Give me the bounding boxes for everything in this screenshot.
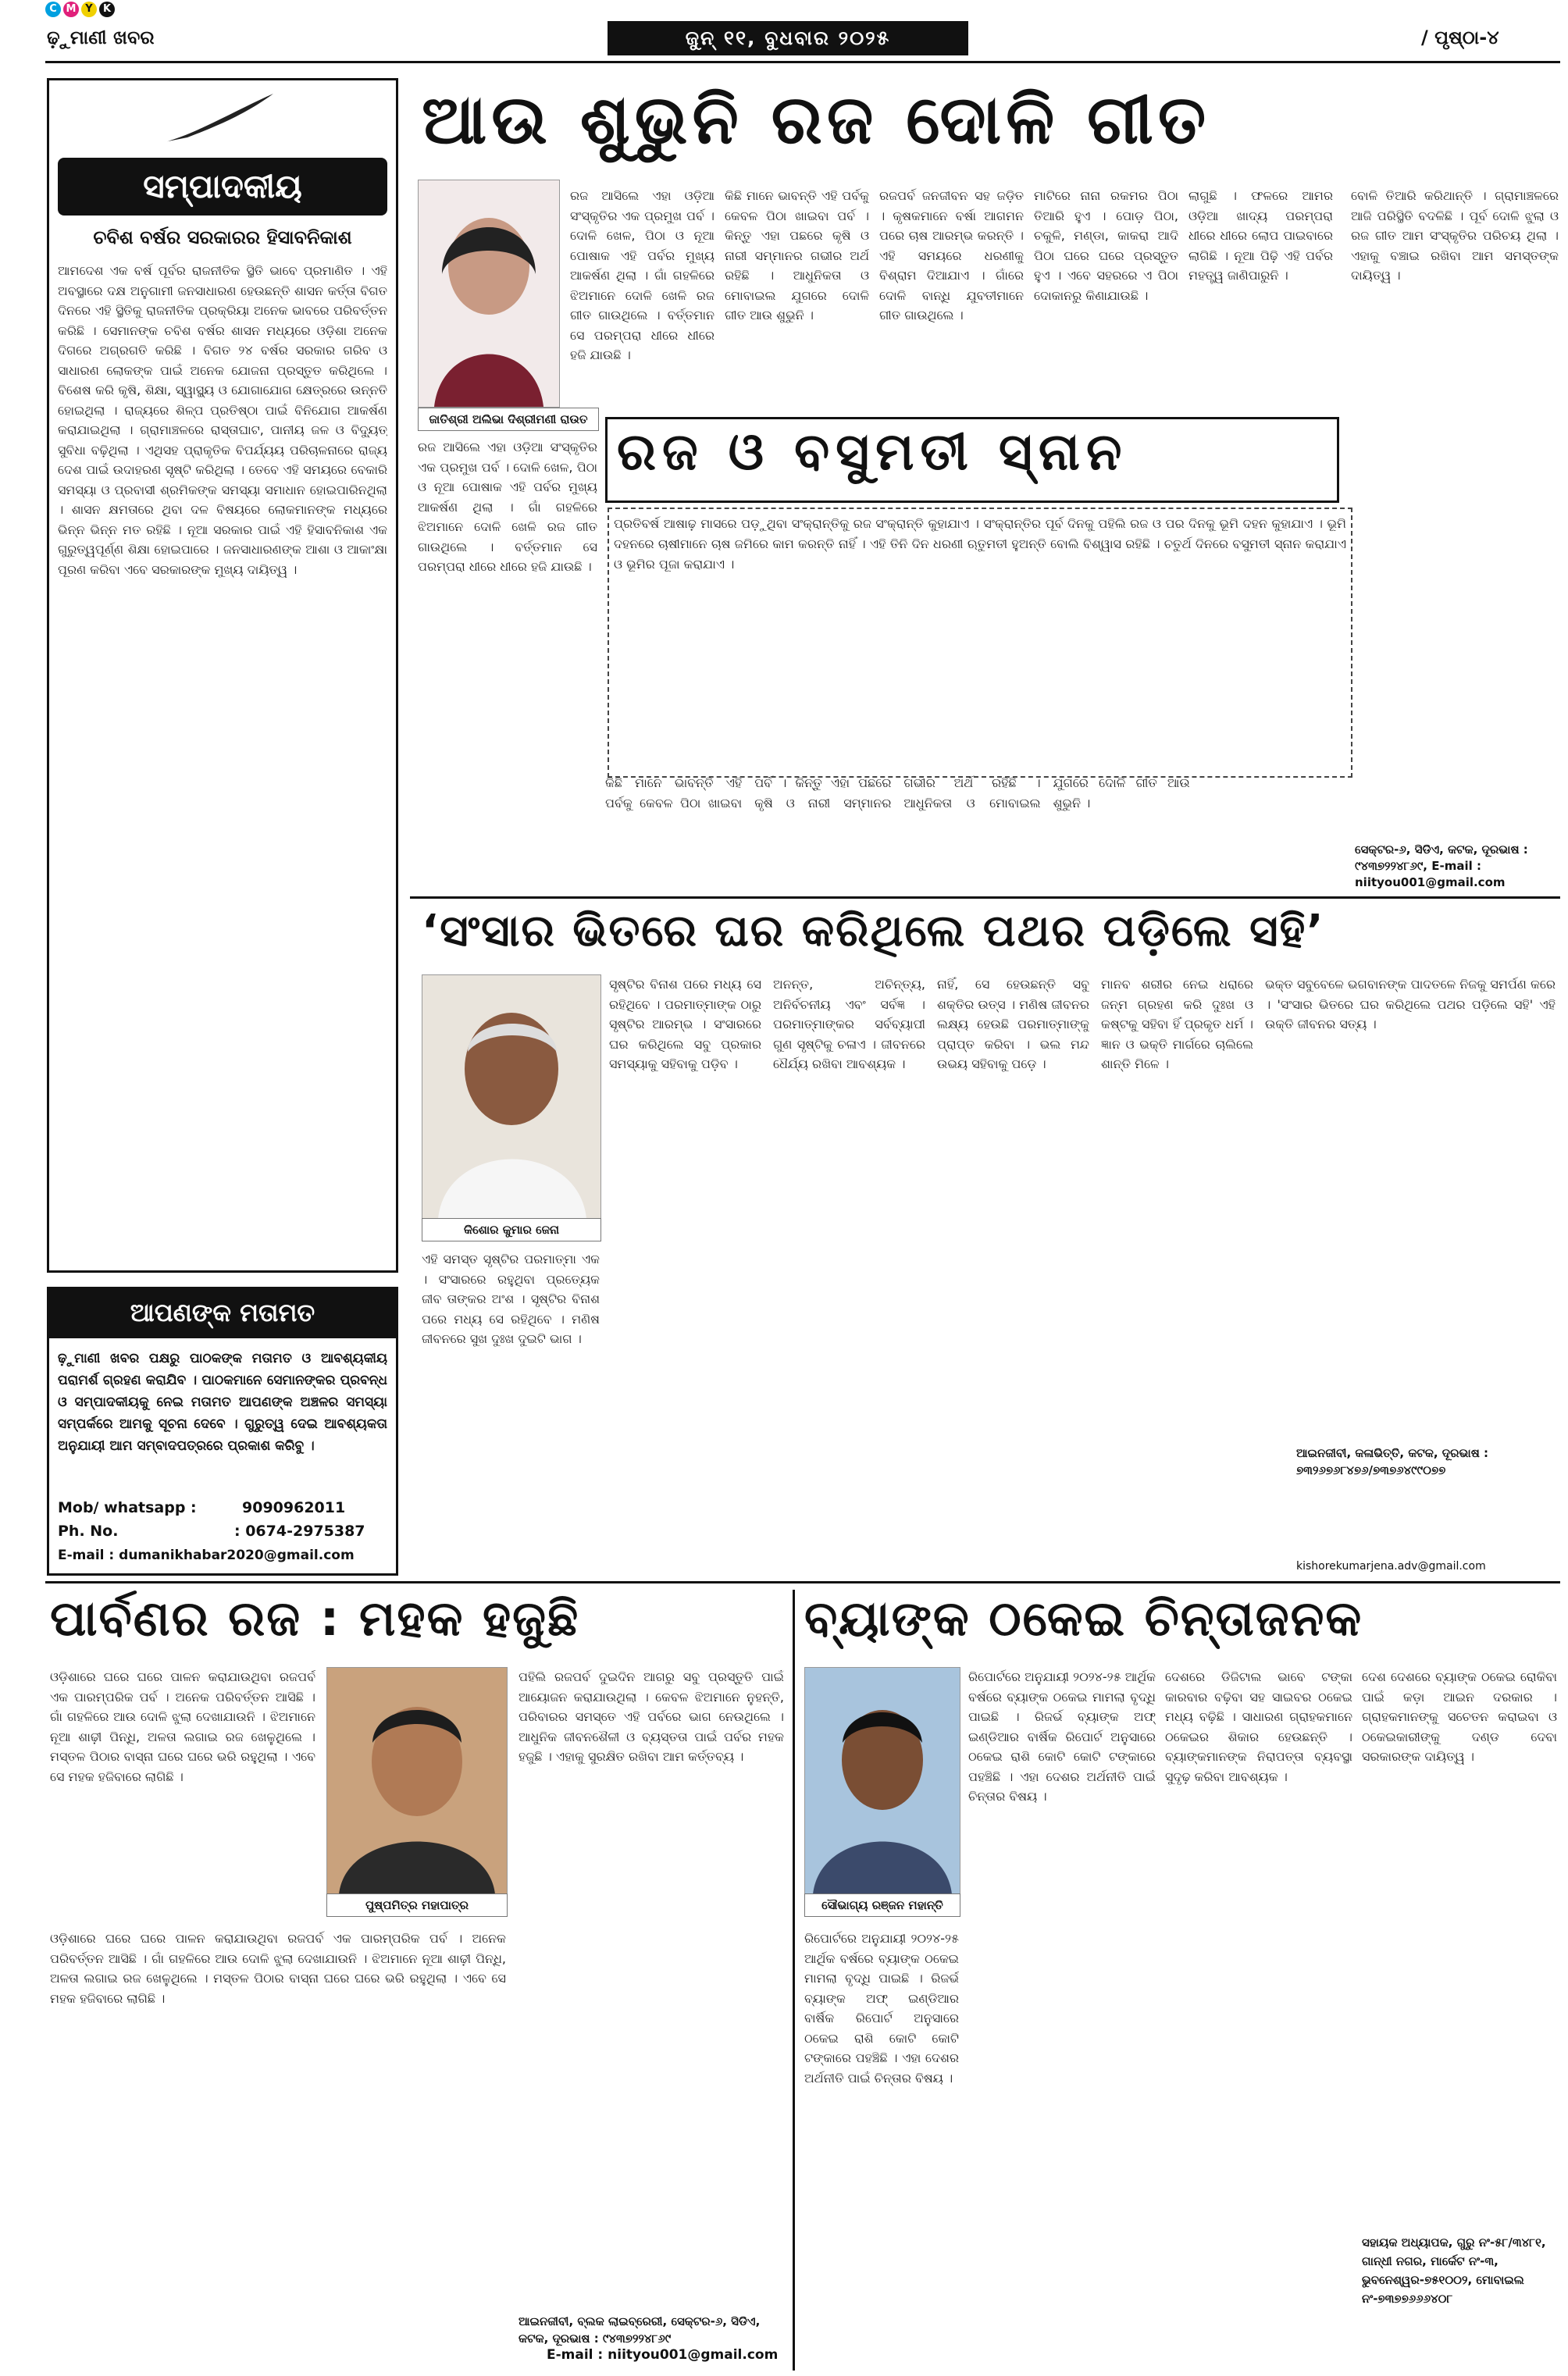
article2-col5: ମାନବ ଶରୀର ନେଇ ଧରାରେ ଜନ୍ମ ଗ୍ରହଣ କରି ଦୁଃଖ ଓ କଷ୍ଟକୁ ସହିବା ହିଁ ପ୍ରକୃତ ଧର୍ମ । ଜ୍ଞାନ ଓ ଭକ୍ତି ମାର୍ଗରେ ଚାଲିଲେ ଶାନ୍ତି ମିଳେ ।: [1101, 977, 1253, 1071]
article1-boxed-headline: ରଜ ଓ ବସୁମତୀ ସ୍ନାନ: [617, 422, 1128, 482]
article1-bottom-rule: [410, 896, 1560, 899]
article4-col1: ରିପୋର୍ଟରେ ଅନୁଯାୟୀ ୨୦୨୪-୨୫ ଆର୍ଥିକ ବର୍ଷରେ ବ୍ୟାଙ୍କ ଠକେଇ ମାମଲା ବୃଦ୍ଧି ପାଇଛି । ରିଜର୍ଭ ବ୍ୟାଙ୍କ ଅଫ୍ ଇଣ୍ଡିଆର ବାର୍ଷିକ ରିପୋର୍ଟ ଅନୁସାରେ ଠକେଇ ରାଶି କୋଟି କୋଟି ଟଙ୍କାରେ ପହଞ୍ଚିଛି । ଏହା ଦେଶର ଅର୍ଥନୀତି ପାଇଁ ଚିନ୍ତାର ବିଷୟ ।: [968, 1669, 1156, 1804]
article2-email: kishorekumarjena.adv@gmail.com: [1296, 1560, 1486, 1573]
cmyk-m: M: [63, 2, 79, 17]
article3-divider: [793, 1590, 795, 2371]
date-banner: ଜୁନ୍ ୧୧, ବୁଧବାର ୨୦୨୫: [608, 21, 968, 55]
article4-col1-bottom: ରିପୋର୍ଟରେ ଅନୁଯାୟୀ ୨୦୨୪-୨୫ ଆର୍ଥିକ ବର୍ଷରେ ବ୍ୟାଙ୍କ ଠକେଇ ମାମଲା ବୃଦ୍ଧି ପାଇଛି । ରିଜର୍ଭ ବ୍ୟାଙ୍କ ଅଫ୍ ଇଣ୍ଡିଆର ବାର୍ଷିକ ରିପୋର୍ଟ ଅନୁସାରେ ଠକେଇ ରାଶି କୋଟି କୋଟି ଟଙ୍କାରେ ପହଞ୍ଚିଛି । ଏହା ଦେଶର ଅର୍ଥନୀତି ପାଇଁ ଚିନ୍ତାର ବିଷୟ ।: [804, 1931, 959, 2086]
cmyk-k: K: [99, 2, 115, 17]
opinion-title: ଆପଣଙ୍କ ମତାମତ: [47, 1287, 398, 1338]
mob-label: Mob/ whatsapp :: [58, 1499, 197, 1516]
article3-author-photo: [326, 1667, 508, 1895]
mid-rule: [45, 1581, 1560, 1583]
article4-signature: ସହାୟକ ଅଧ୍ୟାପକ, ଗୁରୁ ନଂ-୫୮/୩୪୮୧, ଗାନ୍ଧୀ ନଗର, ମାର୍କେଟ ନଂ-୩, ଭୁବନେଶ୍ୱର-୭୫୧୦୦୨, ମୋବାଇଲ ନଂ-୭୩୭୭୬୬୬୪୦୮: [1362, 2235, 1546, 2306]
article2-col6: ଭକ୍ତ ସବୁବେଳେ ଭଗବାନଙ୍କ ପାଦତଳେ ନିଜକୁ ସମର୍ପଣ କରେ । 'ସଂସାର ଭିତରେ ଘର କରିଥିଲେ ପଥର ପଡ଼ିଲେ ସହି' ଏହି ଉକ୍ତି ଜୀବନର ସତ୍ୟ ।: [1265, 977, 1556, 1031]
article1-col5: ଲାଗୁଛି । ଫଳରେ ଆମର ଓଡ଼ିଆ ଖାଦ୍ୟ ପରମ୍ପରା ଧୀରେ ଧୀରେ ଲୋପ ପାଇବାରେ ଲାଗିଛି । ନୂଆ ପିଢ଼ି ଏହି ପର୍ବର ମହତ୍ତ୍ୱ ଜାଣିପାରୁନି ।: [1188, 188, 1333, 283]
article2-author-photo: [422, 974, 601, 1220]
article3-author-caption: ପୁଷ୍ପମିତ୍ର ମହାପାତ୍ର: [326, 1893, 508, 1917]
article4-col2: ଦେଶରେ ଡିଜିଟାଲ ଭାବେ ଟଙ୍କା କାରବାର ବଢ଼ିବା ସହ ସାଇବର ଠକେଇ ମଧ୍ୟ ବଢ଼ିଛି । ସାଧାରଣ ଗ୍ରାହକମାନେ ଠକେଇର ଶିକାର ହେଉଛନ୍ତି । ବ୍ୟାଙ୍କମାନଙ୍କ ନିରାପତ୍ତା ବ୍ୟବସ୍ଥା ସୁଦୃଢ଼ କରିବା ଆବଶ୍ୟକ ।: [1165, 1669, 1352, 1784]
paper-name: ଢ଼ୁମାଣୀ ଖବର: [47, 27, 155, 48]
page-number: / ପୃଷ୍ଠା-୪: [1421, 27, 1499, 48]
article1-bottom-cols: କିଛି ମାନେ ଭାବନ୍ତି ଏହି ପର୍ବକୁ କେବଳ ପିଠା ଖାଇବା ପର୍ବ । କିନ୍ତୁ ଏହା ପଛରେ କୃଷି ଓ ନାରୀ ସମ୍ମାନର ଗଭୀର ଅର୍ଥ ରହିଛି । ଆଧୁନିକତା ଓ ମୋବାଇଲ ଯୁଗରେ ଦୋଳି ଗୀତ ଆଉ ଶୁଭୁନି ।: [605, 775, 1190, 810]
quill-icon: [156, 87, 281, 150]
cmyk-y: Y: [81, 2, 97, 17]
article1-col2: କିଛି ମାନେ ଭାବନ୍ତି ଏହି ପର୍ବକୁ କେବଳ ପିଠା ଖାଇବା ପର୍ବ । କିନ୍ତୁ ଏହା ପଛରେ କୃଷି ଓ ନାରୀ ସମ୍ମାନର ଗଭୀର ଅର୍ଥ ରହିଛି । ଆଧୁନିକତା ଓ ମୋବାଇଲ ଯୁଗରେ ଦୋଳି ଗୀତ ଆଉ ଶୁଭୁନି ।: [725, 188, 869, 322]
article3-col1-top: ଓଡ଼ିଶାରେ ଘରେ ଘରେ ପାଳନ କରାଯାଉଥିବା ରଜପର୍ବ ଏକ ପାରମ୍ପରିକ ପର୍ବ । ଅନେକ ପରିବର୍ତ୍ତନ ଆସିଛି । ଗାଁ ଗହଳିରେ ଆଉ ଦୋଳି ଝୁଲା ଦେଖାଯାଉନି । ଝିଅମାନେ ନୂଆ ଶାଢ଼ୀ ପିନ୍ଧି, ଅଳତା ଲଗାଇ ରଜ ଖେଳୁଥିଲେ । ମସ୍ତଳ ପିଠାର ବାସ୍ନା ଘରେ ଘରେ ଭରି ରହୁଥିଲା । ଏବେ ସେ ମହକ ହଜିବାରେ ଲାଗିଛି ।: [50, 1669, 315, 1784]
article1-col6: ବୋଳି ତିଆରି କରିଥାନ୍ତି । ଗ୍ରାମାଞ୍ଚଳରେ ଆଜି ପରିସ୍ଥିତି ବଦଳିଛି । ପୂର୍ବ ଦୋଳି ଝୁଲା ଓ ରଜ ଗୀତ ଆମ ସଂସ୍କୃତିର ପରିଚୟ ଥିଲା । ଏହାକୁ ବଞ୍ଚାଇ ରଖିବା ଆମ ସମସ୍ତଙ୍କ ଦାୟିତ୍ୱ ।: [1351, 188, 1559, 283]
article2-col4: ନାହିଁ, ସେ ହେଉଛନ୍ତି ସବୁ ଶକ୍ତିର ଉତ୍ସ । ମଣିଷ ଜୀବନର ଲକ୍ଷ୍ୟ ହେଉଛି ପରମାତ୍ମାଙ୍କୁ ପ୍ରାପ୍ତ କରିବା । ଭଲ ମନ୍ଦ ଉଭୟ ସହିବାକୁ ପଡ଼େ ।: [937, 977, 1089, 1071]
article2-col3: ଅନନ୍ତ, ଅଚିନ୍ତ୍ୟ, ଅନିର୍ବଚନୀୟ ଏବଂ ସର୍ବଜ୍ଞ । ପରମାତ୍ମାଙ୍କର ସର୍ବବ୍ୟାପୀ ଗୁଣ ସୃଷ୍ଟିକୁ ଚଳାଏ । ଜୀବନରେ ଧୈର୍ଯ୍ୟ ରଖିବା ଆବଶ୍ୟକ ।: [773, 977, 925, 1071]
article4-col3: ଦେଶ ଦେଶରେ ବ୍ୟାଙ୍କ ଠକେଇ ରୋକିବା ପାଇଁ କଡ଼ା ଆଇନ ଦରକାର । ଗ୍ରାହକମାନଙ୍କୁ ସଚେତନ କରାଇବା ଓ ଠକେଇକାରୀଙ୍କୁ ଦଣ୍ଡ ଦେବା ସରକାରଙ୍କ ଦାୟିତ୍ୱ ।: [1362, 1669, 1557, 1764]
header-rule: [45, 61, 1560, 63]
opinion-email: E-mail : dumanikhabar2020@gmail.com: [58, 1548, 355, 1563]
article1-left-col: ରଜ ଆସିଲେ ଏହା ଓଡ଼ିଆ ସଂସ୍କୃତିର ଏକ ପ୍ରମୁଖ ପର୍ବ । ଦୋଳି ଖେଳ, ପିଠା ଓ ନୂଆ ପୋଷାକ ଏହି ପର୍ବର ମୁଖ୍ୟ ଆକର୍ଷଣ ଥିଲା । ଗାଁ ଗହଳିରେ ଝିଅମାନେ ଦୋଳି ଖେଳି ରଜ ଗୀତ ଗାଉଥିଲେ । ବର୍ତ୍ତମାନ ସେ ପରମ୍ପରା ଧୀରେ ଧୀରେ ହଜି ଯାଉଛି ।: [418, 440, 597, 574]
article2-col1: ଏହି ସମସ୍ତ ସୃଷ୍ଟିର ପରମାତ୍ମା ଏକ । ସଂସାରରେ ରହୁଥିବା ପ୍ରତ୍ୟେକ ଜୀବ ତାଙ୍କର ଅଂଶ । ସୃଷ୍ଟିର ବିନାଶ ପରେ ମଧ୍ୟ ସେ ରହିଥିବେ । ମଣିଷ ଜୀବନରେ ସୁଖ ଦୁଃଖ ଦୁଇଟି ଭାଗ ।: [422, 1252, 600, 1346]
editorial-subtitle: ଚବିଶ ବର୍ଷର ସରକାରର ହିସାବନିକାଶ: [93, 226, 352, 248]
article1-boxed-text: ପ୍ରତିବର୍ଷ ଆଷାଢ଼ ମାସରେ ପଡ଼ୁଥିବା ସଂକ୍ରାନ୍ତିକୁ ରଜ ସଂକ୍ରାନ୍ତି କୁହାଯାଏ । ସଂକ୍ରାନ୍ତିର ପୂର୍ବ ଦିନକୁ ପହିଲି ରଜ ଓ ପର ଦିନକୁ ଭୂମି ଦହନ କୁହାଯାଏ । ଭୂମି ଦହନରେ ଚାଷୀମାନେ ଚାଷ ଜମିରେ କାମ କରନ୍ତି ନାହିଁ । ଏହି ତିନି ଦିନ ଧରଣୀ ଋତୁମତୀ ହୁଅନ୍ତି ବୋଲି ବିଶ୍ୱାସ ରହିଛି । ଚତୁର୍ଥ ଦିନରେ ବସୁମତୀ ସ୍ନାନ କରାଯାଏ ଓ ଭୂମିର ପୂଜା କରାଯାଏ ।: [608, 508, 1352, 778]
phone-label: Ph. No.: [58, 1523, 119, 1540]
article2-headline: ‘ସଂସାର ଭିତରେ ଘର କରିଥିଲେ ପଥର ପଡ଼ିଲେ ସହି’: [422, 906, 1325, 956]
article1-author-caption: ଜାତିଶ୍ରୀ ଅଲିଭା ଦିଶ୍ରୀମଣୀ ରାଉତ: [418, 408, 599, 431]
article1-signature: ସେକ୍ଟର-୬, ସିଡିଏ, କଟକ, ଦୂରଭାଷ : ୯୪୩୭୨୨୪୮୬୯, E-mail : niityou001@gmail.com: [1355, 842, 1528, 889]
article1-col3: ରଜପର୍ବ ଜନଜୀବନ ସହ ଜଡ଼ିତ । କୃଷକମାନେ ବର୍ଷା ଆଗମନ ପରେ ଚାଷ ଆରମ୍ଭ କରନ୍ତି । ଏହି ସମୟରେ ଧରଣୀକୁ ବିଶ୍ରାମ ଦିଆଯାଏ । ଗାଁରେ ଦୋଳି ବାନ୍ଧି ଯୁବତୀମାନେ ଗୀତ ଗାଉଥିଲେ ।: [879, 188, 1024, 322]
article1-col4: ମାଟିରେ ନାନା ରକମର ପିଠା ତିଆରି ହୁଏ । ପୋଡ଼ ପିଠା, ଚକୁଳି, ମଣ୍ଡା, କାକରା ଆଦି ପିଠା ଘରେ ଘରେ ପ୍ରସ୍ତୁତ ହୁଏ । ଏବେ ସହରରେ ଏ ପିଠା ଦୋକାନରୁ କିଣାଯାଉଛି ।: [1034, 188, 1178, 303]
article2-author-caption: କିଶୋର କୁମାର ଜେନା: [422, 1218, 601, 1241]
cmyk-marks: [45, 2, 115, 17]
editorial-banner: ସମ୍ପାଦକୀୟ: [58, 158, 387, 216]
article3-email: E-mail : niityou001@gmail.com: [547, 2347, 779, 2363]
editorial-body: ଆମଦେଶ ଏକ ବର୍ଷ ପୂର୍ବର ରାଜନୀତିକ ସ୍ଥିତି ଭାବେ ପ୍ରମାଣିତ । ଏହି ଅବସ୍ଥାରେ ଦକ୍ଷ ଅନୁଗାମୀ ଜନସାଧାରଣ ହେଉଛନ୍ତି ଶାସନ କର୍ତ୍ତା ବିଗତ ଦିନରେ ଏହି ସ୍ଥିତିକୁ ରାଜନୀତିକ ପ୍ରକ୍ରିୟା ଅନେକ ଭାବରେ ପରିବର୍ତ୍ତନ କରିଛି । ସେମାନଙ୍କ ଚବିଶ ବର୍ଷର ଶାସନ ମଧ୍ୟରେ ଓଡ଼ିଶା ଅନେକ ଦିଗରେ ଅଗ୍ରଗତି କରିଛି । ବିଗତ ୨୪ ବର୍ଷର ସରକାର ଗରିବ ଓ ସାଧାରଣ ଲୋକଙ୍କ ପାଇଁ ଅନେକ ଯୋଜନା ପ୍ରସ୍ତୁତ କରିଥିଲେ । ବିଶେଷ କରି କୃଷି, ଶିକ୍ଷା, ସ୍ୱାସ୍ଥ୍ୟ ଓ ଯୋଗାଯୋଗ କ୍ଷେତ୍ରରେ ଉନ୍ନତି ହୋଇଥିଲା । ରାଜ୍ୟରେ ଶିଳ୍ପ ପ୍ରତିଷ୍ଠା ପାଇଁ ବିନିଯୋଗ ଆକର୍ଷଣ କରାଯାଇଥିଲା । ଗ୍ରାମାଞ୍ଚଳରେ ରାସ୍ତାଘାଟ, ପାନୀୟ ଜଳ ଓ ବିଦ୍ୟୁତ୍ ସୁବିଧା ବଢ଼ିଥିଲା । ଏଥିସହ ପ୍ରାକୃତିକ ବିପର୍ଯ୍ୟୟ ପରିଚାଳନାରେ ରାଜ୍ୟ ଦେଶ ପାଇଁ ଉଦାହରଣ ସୃଷ୍ଟି କରିଥିଲା । ତେବେ ଏହି ସମୟରେ ବେକାରି ସମସ୍ୟା ଓ ପ୍ରବାସୀ ଶ୍ରମିକଙ୍କ ସମସ୍ୟା ସମାଧାନ ହୋଇପାରିନଥିଲା । ଶାସନ କ୍ଷମତାରେ ଥିବା ଦଳ ବିଷୟରେ ଲୋକମାନଙ୍କ ମଧ୍ୟରେ ଭିନ୍ନ ଭିନ୍ନ ମତ ରହିଛି । ନୂଆ ସରକାର ପାଇଁ ଏହି ହିସାବନିକାଶ ଏକ ଗୁରୁତ୍ୱପୂର୍ଣ୍ଣ ଶିକ୍ଷା ହୋଇପାରେ । ଜନସାଧାରଣଙ୍କ ଆଶା ଓ ଆକାଂକ୍ଷା ପୂରଣ କରିବା ଏବେ ସରକାରଙ୍କ ମୁଖ୍ୟ ଦାୟିତ୍ୱ ।: [58, 263, 387, 577]
article2-col2: ସୃଷ୍ଟିର ବିନାଶ ପରେ ମଧ୍ୟ ସେ ରହିଥିବେ । ପରମାତ୍ମାଙ୍କ ଠାରୁ ସୃଷ୍ଟିର ଆରମ୍ଭ । ସଂସାରରେ ଘର କରିଥିଲେ ସବୁ ପ୍ରକାର ସମସ୍ୟାକୁ ସହିବାକୁ ପଡ଼ିବ ।: [609, 977, 761, 1071]
article4-author-photo: [804, 1667, 960, 1895]
article1-col1: ରଜ ଆସିଲେ ଏହା ଓଡ଼ିଆ ସଂସ୍କୃତିର ଏକ ପ୍ରମୁଖ ପର୍ବ । ଦୋଳି ଖେଳ, ପିଠା ଓ ନୂଆ ପୋଷାକ ଏହି ପର୍ବର ମୁଖ୍ୟ ଆକର୍ଷଣ ଥିଲା । ଗାଁ ଗହଳିରେ ଝିଅମାନେ ଦୋଳି ଖେଳି ରଜ ଗୀତ ଗାଉଥିଲେ । ବର୍ତ୍ତମାନ ସେ ପରମ୍ପରା ଧୀରେ ଧୀରେ ହଜି ଯାଉଛି ।: [570, 188, 715, 362]
article3-headline: ପାର୍ବଣର ରଜ : ମହକ ହଜୁଛି: [50, 1590, 580, 1647]
article1-author-photo: [418, 180, 560, 408]
opinion-text: ଢ଼ୁମାଣୀ ଖବର ପକ୍ଷରୁ ପାଠକଙ୍କ ମତାମତ ଓ ଆବଶ୍ୟକୀୟ ପରାମର୍ଶ ଗ୍ରହଣ କରାଯିବ । ପାଠକମାନେ ସେମାନଙ୍କର ପ୍ରବନ୍ଧ ଓ ସମ୍ପାଦକୀୟକୁ ନେଇ ମତାମତ ଆପଣଙ୍କ ଅଞ୍ଚଳର ସମସ୍ୟା ସମ୍ପର୍କରେ ଆମକୁ ସୂଚନା ଦେବେ । ଗୁରୁତ୍ୱ ଦେଇ ଆବଶ୍ୟକତା ଅନୁଯାୟୀ ଆମ ସମ୍ବାଦପତ୍ରରେ ପ୍ରକାଶ କରିବୁ ।: [58, 1351, 387, 1454]
article1-headline: ଆଉ ଶୁଭୁନି ରଜ ଦୋଳି ଗୀତ: [422, 81, 1211, 159]
article4-headline: ବ୍ୟାଙ୍କ ଠକେଇ ଚିନ୍ତାଜନକ: [804, 1590, 1363, 1647]
article3-col1: ଓଡ଼ିଶାରେ ଘରେ ଘରେ ପାଳନ କରାଯାଉଥିବା ରଜପର୍ବ ଏକ ପାରମ୍ପରିକ ପର୍ବ । ଅନେକ ପରିବର୍ତ୍ତନ ଆସିଛି । ଗାଁ ଗହଳିରେ ଆଉ ଦୋଳି ଝୁଲା ଦେଖାଯାଉନି । ଝିଅମାନେ ନୂଆ ଶାଢ଼ୀ ପିନ୍ଧି, ଅଳତା ଲଗାଇ ରଜ ଖେଳୁଥିଲେ । ମସ୍ତଳ ପିଠାର ବାସ୍ନା ଘରେ ଘରେ ଭରି ରହୁଥିଲା । ଏବେ ସେ ମହକ ହଜିବାରେ ଲାଗିଛି ।: [50, 1931, 506, 2006]
article3-signature: ଆଇନଜୀବୀ, ବ୍ଲକ ଲାଇବ୍ରେରୀ, ସେକ୍ଟର-୬, ସିଡିଏ, କଟକ, ଦୂରଭାଷ : ୯୪୩୭୨୨୪୮୬୯: [519, 2314, 761, 2346]
phone-value: : 0674-2975387: [234, 1523, 365, 1540]
cmyk-c: C: [45, 2, 61, 17]
article2-signature: ଆଇନଜୀବୀ, କଳାଭିତ୍ତି, କଟକ, ଦୂରଭାଷ : ୭୩୨୬୭୬୮୪୭୬/୭୩୭୬୪୯୯୦୭୭: [1296, 1446, 1489, 1477]
article3-col2: ପହିଲି ରଜପର୍ବ ଦୁଇଦିନ ଆଗରୁ ସବୁ ପ୍ରସ୍ତୁତି ପାଇଁ ଆୟୋଜନ କରାଯାଉଥିଲା । କେବଳ ଝିଅମାନେ ନୁହନ୍ତି, ପରିବାରର ସମସ୍ତେ ଏହି ପର୍ବରେ ଭାଗ ନେଉଥିଲେ । ଆଧୁନିକ ଜୀବନଶୈଳୀ ଓ ବ୍ୟସ୍ତତା ପାଇଁ ପର୍ବର ମହକ ହଜୁଛି । ଏହାକୁ ସୁରକ୍ଷିତ ରଖିବା ଆମ କର୍ତ୍ତବ୍ୟ ।: [519, 1669, 784, 1764]
article4-author-caption: ସୌଭାଗ୍ୟ ରଞ୍ଜନ ମହାନ୍ତି: [804, 1893, 960, 1917]
mob-value: 9090962011: [242, 1499, 346, 1516]
